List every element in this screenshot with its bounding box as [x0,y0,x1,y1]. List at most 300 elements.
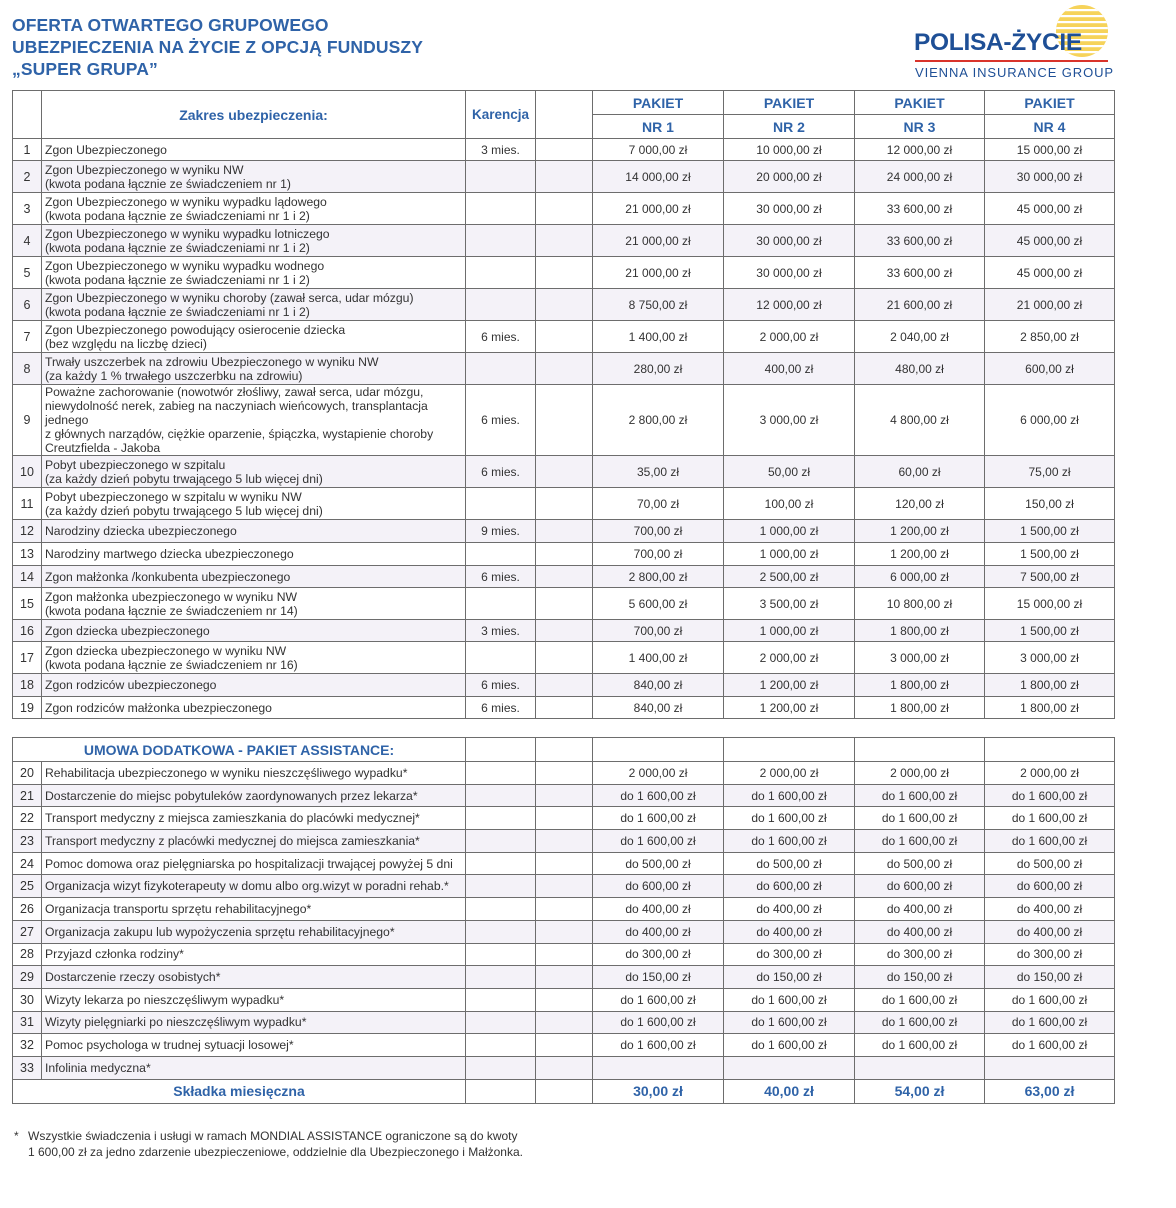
package-1-value: 700,00 zł [593,543,724,566]
table-row [13,1056,1115,1079]
package-2-value: 3 000,00 zł [724,385,855,456]
package-4-value: 1 800,00 zł [985,674,1115,697]
package-2-value: 12 000,00 zł [724,289,855,321]
total-label: Składka miesięczna [13,1079,466,1103]
package-2-value: 30 000,00 zł [724,225,855,257]
description-line: Pobyt ubezpieczonego w szpitalu w wyniku NW [45,489,302,504]
package-1-value: 7 000,00 zł [593,139,724,161]
package-2-value: do 400,00 zł [724,898,855,921]
package-2-value: do 600,00 zł [724,875,855,898]
package-3-value: 33 600,00 zł [855,225,985,257]
package-3-value: do 300,00 zł [855,943,985,966]
row-description [42,139,466,161]
package-2-value: do 1 600,00 zł [724,1034,855,1057]
row-karencja: 6 mies. [466,697,536,719]
description-line: Creutzfielda - Jakoba [45,441,161,455]
row-karencja [466,543,536,566]
package-3-value: do 1 600,00 zł [855,830,985,853]
row-number: 15 [13,588,42,620]
row-empty-cell [536,697,593,719]
row-empty-cell [536,674,593,697]
row-number: 3 [13,193,42,225]
row-empty-cell [466,852,536,875]
table-row [13,289,1115,321]
coverage-table [12,90,1115,719]
row-description [42,353,466,385]
package-3-value: do 1 600,00 zł [855,1034,985,1057]
package-3-value: 1 800,00 zł [855,620,985,642]
package-4-value: 6 000,00 zł [985,385,1115,456]
table-row [13,321,1115,353]
title-line-2: UBEZPIECZENIA NA ŻYCIE Z OPCJĄ FUNDUSZY [12,37,423,57]
row-empty-cell [466,807,536,830]
package-1-top: PAKIET [593,91,724,115]
package-2-value: 1 000,00 zł [724,620,855,642]
row-karencja: 3 mies. [466,139,536,161]
package-1-value: do 150,00 zł [593,966,724,989]
row-number: 26 [13,898,42,921]
row-karencja [466,289,536,321]
row-number: 22 [13,807,42,830]
description-line: niewydolność nerek, zabieg na naczyniach wieńcowych, transplantacja jednego [45,399,428,427]
row-empty-cell [466,1034,536,1057]
package-1-value: 700,00 zł [593,520,724,543]
description-line: Zgon Ubezpieczonego w wyniku choroby (zawał serca, udar mózgu) [45,290,414,305]
package-3-value: 21 600,00 zł [855,289,985,321]
logo-subtitle: VIENNA INSURANCE GROUP [915,65,1114,80]
package-1-bottom: NR 1 [593,115,724,139]
assistance-head-cell [985,738,1115,762]
row-empty-cell [536,456,593,488]
package-1-value: 21 000,00 zł [593,193,724,225]
row-description: Transport medyczny z miejsca zamieszkania do placówki medycznej* [42,807,466,830]
row-description: Transport medyczny z placówki medycznej do miejsca zamieszkania* [42,830,466,853]
description-line: Zgon dziecka ubezpieczonego w wyniku NW [45,643,287,658]
package-1-value: 700,00 zł [593,620,724,642]
row-empty-cell [536,875,593,898]
row-description: Przyjazd członka rodziny* [42,943,466,966]
row-description: Wizyty pielęgniarki po nieszczęśliwym wypadku* [42,1011,466,1034]
row-empty-cell [536,1034,593,1057]
row-number: 14 [13,566,42,588]
row-number: 2 [13,161,42,193]
row-number: 19 [13,697,42,719]
package-1-value: do 600,00 zł [593,875,724,898]
package-4-value: do 1 600,00 zł [985,807,1115,830]
package-1-value: do 500,00 zł [593,852,724,875]
package-3-value: 33 600,00 zł [855,257,985,289]
table-row [13,225,1115,257]
description-line: (kwota podana łącznie ze świadczeniami nr 1 i 2) [45,240,310,255]
package-4-value: do 400,00 zł [985,898,1115,921]
description-line: Zgon Ubezpieczonego w wyniku wypadku lądowego [45,194,327,209]
description-line: Trwały uszczerbek na zdrowiu Ubezpieczonego w wyniku NW [45,354,379,369]
package-2-value: do 1 600,00 zł [724,988,855,1011]
total-row [13,1079,1115,1103]
row-karencja: 6 mies. [466,566,536,588]
package-3-value: 33 600,00 zł [855,193,985,225]
row-description [42,620,466,642]
assistance-head-cell [724,738,855,762]
package-3-value: do 1 600,00 zł [855,784,985,807]
package-4-value: 7 500,00 zł [985,566,1115,588]
package-4-value [985,1056,1115,1079]
package-2-value: do 1 600,00 zł [724,784,855,807]
row-empty-cell [466,875,536,898]
package-3-value: 60,00 zł [855,456,985,488]
package-4-value: do 1 600,00 zł [985,784,1115,807]
description-line: (za każdy dzień pobytu trwającego 5 lub więcej dni) [45,503,323,518]
package-4-value: do 1 600,00 zł [985,1034,1115,1057]
package-4-value: do 1 600,00 zł [985,1011,1115,1034]
footnote-line-1: Wszystkie świadczenia i usługi w ramach MONDIAL ASSISTANCE ograniczone są do kwoty [28,1129,518,1143]
package-2-value: 10 000,00 zł [724,139,855,161]
table-row [13,943,1115,966]
package-1-value: do 400,00 zł [593,898,724,921]
package-1-value: do 1 600,00 zł [593,988,724,1011]
package-1-value: 35,00 zł [593,456,724,488]
row-empty-cell [466,1011,536,1034]
table-row [13,875,1115,898]
package-4-value: 2 000,00 zł [985,762,1115,785]
title-line-3: „SUPER GRUPA” [12,59,158,79]
table-row [13,1034,1115,1057]
description-line: (kwota podana łącznie ze świadczeniami nr 1 i 2) [45,304,310,319]
table-row [13,674,1115,697]
row-karencja: 9 mies. [466,520,536,543]
row-number: 23 [13,830,42,853]
package-3-value: 4 800,00 zł [855,385,985,456]
row-karencja [466,642,536,674]
package-4-value: 30 000,00 zł [985,161,1115,193]
description-line: Zgon małżonka ubezpieczonego w wyniku NW [45,589,297,604]
row-description: Organizacja transportu sprzętu rehabilitacyjnego* [42,898,466,921]
description-line: (bez względu na liczbę dzieci) [45,336,207,351]
description-line: Zgon małżonka /konkubenta ubezpieczonego [45,569,291,584]
row-description [42,543,466,566]
description-line: z głównych narządów, ciężkie oparzenie, śpiączka, wystapienie choroby [45,427,434,441]
row-number: 21 [13,784,42,807]
description-line: Zgon rodziców małżonka ubezpieczonego [45,700,272,715]
package-1-value: 5 600,00 zł [593,588,724,620]
header-empty-cell [536,91,593,139]
package-2-value: 30 000,00 zł [724,193,855,225]
row-description: Rehabilitacja ubezpieczonego w wyniku nieszczęśliwego wypadku* [42,762,466,785]
assistance-head-cell [855,738,985,762]
row-empty-cell [536,966,593,989]
row-number: 24 [13,852,42,875]
package-3-value: do 1 600,00 zł [855,807,985,830]
document-title [12,14,612,80]
package-2-premium: 40,00 zł [724,1079,855,1103]
row-empty-cell [536,225,593,257]
row-description [42,588,466,620]
row-number: 13 [13,543,42,566]
table-row [13,139,1115,161]
package-2-value: 2 000,00 zł [724,762,855,785]
table-row [13,920,1115,943]
row-description: Pomoc domowa oraz pielęgniarska po hospitalizacji trwającej powyżej 5 dni [42,852,466,875]
package-4-value: do 150,00 zł [985,966,1115,989]
description-line: Zgon Ubezpieczonego w wyniku NW [45,162,244,177]
package-1-premium: 30,00 zł [593,1079,724,1103]
description-line: (kwota podana łącznie ze świadczeniem nr 1) [45,176,291,191]
package-4-value: do 500,00 zł [985,852,1115,875]
row-description: Pomoc psychologa w trudnej sytuacji losowej* [42,1034,466,1057]
package-1-value: do 1 600,00 zł [593,1034,724,1057]
row-description: Dostarczenie do miejsc pobytuleków zaordynowanych przez lekarza* [42,784,466,807]
row-number: 29 [13,966,42,989]
description-line: Zgon Ubezpieczonego w wyniku wypadku lotniczego [45,226,330,241]
description-line: (kwota podana łącznie ze świadczeniami nr 1 i 2) [45,272,310,287]
package-2-value: do 500,00 zł [724,852,855,875]
package-3-value: do 1 600,00 zł [855,988,985,1011]
row-description: Infolinia medyczna* [42,1056,466,1079]
row-karencja [466,257,536,289]
table-row [13,456,1115,488]
package-1-value: 840,00 zł [593,697,724,719]
row-karencja: 6 mies. [466,385,536,456]
row-empty-cell [536,642,593,674]
package-1-value: 1 400,00 zł [593,321,724,353]
package-4-value: do 1 600,00 zł [985,830,1115,853]
package-4-premium: 63,00 zł [985,1079,1115,1103]
row-empty-cell [536,1079,593,1103]
table-row [13,353,1115,385]
package-3-value: do 500,00 zł [855,852,985,875]
description-line: Narodziny martwego dziecka ubezpieczonego [45,547,294,561]
description-line: (kwota podana łącznie ze świadczeniem nr 16) [45,657,298,672]
package-2-value [724,1056,855,1079]
row-number: 31 [13,1011,42,1034]
package-1-value: do 1 600,00 zł [593,1011,724,1034]
row-empty-cell [536,830,593,853]
description-line: Narodziny dziecka ubezpieczonego [45,524,237,538]
package-2-value: 1 000,00 zł [724,543,855,566]
package-3-value: do 600,00 zł [855,875,985,898]
row-karencja: 6 mies. [466,321,536,353]
package-2-value: do 150,00 zł [724,966,855,989]
package-1-value: 840,00 zł [593,674,724,697]
package-2-value: 400,00 zł [724,353,855,385]
package-4-value: 1 500,00 zł [985,520,1115,543]
package-4-value: 45 000,00 zł [985,225,1115,257]
package-4-bottom: NR 4 [985,115,1115,139]
row-description [42,674,466,697]
row-number: 32 [13,1034,42,1057]
table-row [13,161,1115,193]
package-2-top: PAKIET [724,91,855,115]
package-2-value: do 1 600,00 zł [724,830,855,853]
row-empty-cell [536,543,593,566]
package-3-bottom: NR 3 [855,115,985,139]
package-2-value: 20 000,00 zł [724,161,855,193]
table-row [13,697,1115,719]
package-2-value: do 400,00 zł [724,920,855,943]
table-row [13,620,1115,642]
row-empty-cell [466,920,536,943]
row-empty-cell [466,784,536,807]
assistance-head-cell [593,738,724,762]
assistance-head-cell [466,738,536,762]
package-1-value: 280,00 zł [593,353,724,385]
row-karencja [466,588,536,620]
package-1-value [593,1056,724,1079]
row-karencja: 3 mies. [466,620,536,642]
row-empty-cell [536,762,593,785]
row-empty-cell [536,943,593,966]
table-row [13,762,1115,785]
package-4-value: 600,00 zł [985,353,1115,385]
package-2-value: 50,00 zł [724,456,855,488]
package-1-value: do 1 600,00 zł [593,830,724,853]
row-karencja [466,193,536,225]
package-1-value: 2 800,00 zł [593,566,724,588]
logo-wordmark: POLISA-ŻYCIE [914,29,1082,56]
description-line: Zgon Ubezpieczonego w wyniku wypadku wodnego [45,258,325,273]
package-2-value: 30 000,00 zł [724,257,855,289]
row-karencja [466,353,536,385]
row-empty-cell [536,620,593,642]
package-2-value: 1 200,00 zł [724,674,855,697]
package-2-value: 2 000,00 zł [724,321,855,353]
package-2-value: 1 000,00 zł [724,520,855,543]
package-1-value: 1 400,00 zł [593,642,724,674]
table-row [13,784,1115,807]
row-description [42,642,466,674]
row-number: 16 [13,620,42,642]
table-row [13,588,1115,620]
package-3-value [855,1056,985,1079]
row-empty-cell [466,898,536,921]
description-line: Poważne zachorowanie (nowotwór złośliwy, zawał serca, udar mózgu, [45,385,424,399]
row-description [42,566,466,588]
row-empty-cell [536,289,593,321]
package-4-value: do 400,00 zł [985,920,1115,943]
package-1-value: 2 800,00 zł [593,385,724,456]
row-empty-cell [536,161,593,193]
description-line: (za każdy dzień pobytu trwającego 5 lub więcej dni) [45,471,323,486]
row-number: 9 [13,385,42,456]
row-karencja [466,161,536,193]
package-4-value: 75,00 zł [985,456,1115,488]
row-number: 25 [13,875,42,898]
row-empty-cell [536,988,593,1011]
row-empty-cell [536,1011,593,1034]
row-number: 6 [13,289,42,321]
logo-divider [915,60,1108,62]
package-4-value: 15 000,00 zł [985,139,1115,161]
package-2-value: 1 200,00 zł [724,697,855,719]
package-3-value: do 400,00 zł [855,920,985,943]
package-3-value: do 150,00 zł [855,966,985,989]
row-empty-cell [536,321,593,353]
row-number: 30 [13,988,42,1011]
footnote-line-2: 1 600,00 zł za jedno zdarzenie ubezpieczeniowe, oddzielnie dla Ubezpieczonego i Małżonka. [28,1145,523,1159]
package-3-value: 2 040,00 zł [855,321,985,353]
package-3-value: 1 800,00 zł [855,674,985,697]
table-row [13,642,1115,674]
table-row [13,898,1115,921]
package-1-value: 8 750,00 zł [593,289,724,321]
title-line-1: OFERTA OTWARTEGO GRUPOWEGO [12,15,329,35]
table-row [13,488,1115,520]
row-description: Organizacja zakupu lub wypożyczenia sprzętu rehabilitacyjnego* [42,920,466,943]
row-empty-cell [466,1079,536,1103]
package-3-value: 1 800,00 zł [855,697,985,719]
row-description [42,161,466,193]
package-1-value: do 400,00 zł [593,920,724,943]
table-row [13,193,1115,225]
row-karencja [466,225,536,257]
row-number: 33 [13,1056,42,1079]
package-2-value: 2 000,00 zł [724,642,855,674]
package-3-value: 120,00 zł [855,488,985,520]
package-3-value: 1 200,00 zł [855,543,985,566]
package-1-value: 2 000,00 zł [593,762,724,785]
row-empty-cell [536,920,593,943]
row-number: 17 [13,642,42,674]
package-1-value: 21 000,00 zł [593,257,724,289]
row-empty-cell [536,566,593,588]
row-empty-cell [536,257,593,289]
package-4-value: do 300,00 zł [985,943,1115,966]
package-4-value: 1 800,00 zł [985,697,1115,719]
table-row [13,257,1115,289]
assistance-head-cell [536,738,593,762]
table-row [13,520,1115,543]
package-3-value: 1 200,00 zł [855,520,985,543]
package-4-value: 15 000,00 zł [985,588,1115,620]
row-description [42,697,466,719]
company-logo [912,2,1112,84]
description-line: (za każdy 1 % trwałego uszczerbku na zdrowiu) [45,368,303,383]
package-3-premium: 54,00 zł [855,1079,985,1103]
package-2-value: do 300,00 zł [724,943,855,966]
package-4-value: 3 000,00 zł [985,642,1115,674]
package-2-bottom: NR 2 [724,115,855,139]
package-2-value: 100,00 zł [724,488,855,520]
row-number: 8 [13,353,42,385]
package-2-value: 2 500,00 zł [724,566,855,588]
row-description [42,289,466,321]
table-row [13,807,1115,830]
package-3-value: do 400,00 zł [855,898,985,921]
package-3-value: do 1 600,00 zł [855,1011,985,1034]
row-empty-cell [536,139,593,161]
package-1-value: do 300,00 zł [593,943,724,966]
table-row [13,852,1115,875]
package-1-value: do 1 600,00 zł [593,784,724,807]
row-number: 28 [13,943,42,966]
package-4-value: 1 500,00 zł [985,620,1115,642]
row-description [42,257,466,289]
header-number-cell [13,91,42,139]
package-4-value: 2 850,00 zł [985,321,1115,353]
description-line: Zgon dziecka ubezpieczonego [45,623,210,638]
row-empty-cell [536,588,593,620]
row-empty-cell [536,385,593,456]
package-2-value: do 1 600,00 zł [724,807,855,830]
package-4-value: 1 500,00 zł [985,543,1115,566]
row-description [42,193,466,225]
row-empty-cell [466,966,536,989]
assistance-heading: UMOWA DODATKOWA - PAKIET ASSISTANCE: [13,738,466,762]
footnote-star: * [14,1129,19,1143]
row-number: 18 [13,674,42,697]
table-row [13,830,1115,853]
row-empty-cell [536,193,593,225]
